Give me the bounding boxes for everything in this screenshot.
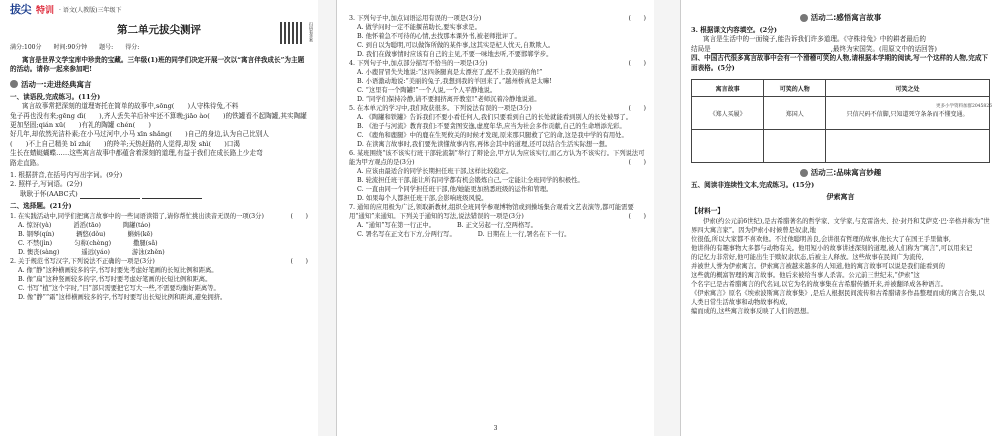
- table-cell-empty[interactable]: [826, 130, 990, 163]
- option: D. “同学们保持冷静,请不要拥挤离开教室!”老师沉着冷静地说道。: [357, 96, 541, 103]
- table-cell-empty[interactable]: [764, 130, 826, 163]
- option: A. 《陶罐和铁罐》告诉我们不要小看任何人,我们只要看到自己的长处就能看到别人的长处被辱了。: [357, 114, 633, 121]
- question-text: 寓言是生活中的一面镜子,能告诉我们许多道理。《守株待兔》中的耕者最后的: [703, 35, 926, 44]
- qr-caption: 扫码看答案: [309, 22, 314, 42]
- question: 3. 根据课文内容填空。(2分): [691, 26, 777, 34]
- intro-text: 寓言是世界文学宝库中珍贵的宝藏。三年级(1)班的同学们决定开展一次以“寓言伴我成长”为主题的活动。请你一起来参加吧!: [10, 56, 305, 74]
- option: D. 像“静”“霜”这样横画较多的字,书写时要写出长短比例和距离,避免拥挤。: [18, 293, 227, 301]
- activity-heading: 活动三:品味寓言妙趣: [691, 167, 990, 178]
- option: B. 小语激动地说:“美丽的兔子,我想到我的羊回来了。”越州桥真是太嘛!: [357, 78, 552, 85]
- option: B. 轮流担任班干部,能让所有同学都有机会锻炼自己,一定能让全班同学的积极性。: [357, 177, 584, 184]
- meta-number: 题号:: [99, 44, 114, 51]
- article-line: 的记忆力非常好,他可能出生于赎奴隶状态,后被主人释放。这些故事在民间广为流传,: [691, 254, 924, 262]
- option: A. 像“静”这种横画较多的字,书写时要先考虑好笔画的长短比例和距离。: [18, 266, 218, 274]
- table-header: 寓言故事: [692, 80, 764, 97]
- meta-grade: 得分:: [125, 44, 140, 51]
- option: C. 到自以为聪明,可以做饰所做的某件事,这其实是杞人忧天,自欺欺人。: [357, 42, 555, 49]
- brand-logo: 拔尖: [10, 3, 31, 16]
- section-heading: 二、选择题。(21分): [10, 202, 72, 211]
- section-heading: 四、中国古代很多寓言故事中会有一个滑稽可笑的人物,请根据本学期的阅读,写一个这样的人物,完成下面表格。(5分): [691, 54, 989, 72]
- page-gutter-left: [318, 0, 336, 436]
- reading-line: 寓言故事常把深刻的道理寄托在简单的故事中,sōng( )人守株待兔,不料: [22, 102, 239, 111]
- table-header: 可笑的人物: [764, 80, 826, 97]
- exam-page-middle: [336, 0, 654, 436]
- article-line: 个名字已是古希腊寓言的代名词,以它为名的故事集在古希腊传播开来,并被翻译成各种语言。: [691, 281, 947, 289]
- option: B. 《池子与河流》教育我们:不要贪图安逸,虚度年华,应当为社会多作贡献,自己的生命增添光彩。: [357, 123, 626, 130]
- table-cell: 只信尺码不信脚,只知道死守条条而不懂变通。: [826, 97, 990, 130]
- article-line: 编而成的,这些寓言故事反映了人们的思想。: [691, 308, 813, 316]
- question-text: 结局是 ,最终为宋国笑。(用原文中的话回答): [691, 44, 937, 53]
- question: 4. 下列句子中,加点部分描写不恰当的一项是(3分) ( ): [349, 60, 646, 67]
- article-line: 这些就的概富智理的寓言故事。他后来被给当事人杀害。公元前三世纪末,“伊索”这: [691, 272, 920, 280]
- question: 1. 根据拼音,在括号内写出字词。(9分): [10, 171, 123, 180]
- option: C. “这里有一个陶罐!”一个人说,一个人平静地说。: [357, 87, 497, 94]
- page-gutter-right: [654, 0, 680, 436]
- answer-line[interactable]: [142, 191, 202, 199]
- reading-line: 生长在蜻蜓蝴蝶……这些寓言故事中都蕴含着深刻的道理,有益于我们在成长路上少走弯: [10, 149, 263, 158]
- article-line: 他讲得的有趣事物大多都与动物有关。他用短小的故事讲述深刻的道理,被人们称为“寓言”,可以用来记: [691, 245, 973, 253]
- exam-page-right: [680, 0, 1000, 436]
- question: 1. 在实践活动中,同学们把寓言故事中的一些词语读错了,请你帮忙挑出读音无误的一项(3分) ( ): [10, 212, 308, 220]
- meta-score: 满分:100分: [10, 44, 42, 51]
- activity-heading: 活动一:走进经典寓言: [10, 79, 308, 90]
- table-cell: 郑国人: [764, 97, 826, 130]
- sun-icon: [800, 14, 808, 22]
- option: C. 书写“植”这个字时,“目”部只需要把它写大一些,不需要均衡好距离等。: [18, 284, 220, 292]
- sun-icon: [800, 169, 808, 177]
- option: A. 应该由最适合的同学长期担任班干部,这样比较稳定。: [357, 168, 513, 175]
- exam-page-left: [0, 0, 318, 436]
- question: 2. 照样子,写词语。(2分): [10, 180, 83, 189]
- option: A. 做学问时一定不能揠苗助长,要实事求是。: [357, 24, 481, 31]
- option-row: A. “通知”写在第一行正中。 B. 正文另起一行,空两格写。: [357, 222, 537, 229]
- option-row: D. 懊丧(sàng) 遥远(yáo) 游泳(zhěn): [18, 248, 165, 256]
- story-table: [691, 79, 990, 163]
- option: D. 在读寓言故事时,我们要先读懂故事内容,再体会其中的道理,还可以结合生活实际想一想。: [357, 141, 612, 148]
- section-heading: 五、阅读非连续性文本,完成练习。(15分): [691, 181, 815, 190]
- activity-heading: 活动二:感悟寓言故事: [691, 12, 990, 23]
- question: 6. 某班围绕“该不该实行班干部轮流制”举行了辩论会,甲方认为应该实行,而乙方认为不该实行。下列说法可能为甲方观点的是(3分) ( ): [349, 150, 646, 166]
- option-row: A. 惊讶(yà) 滔滔(tāo) 陶罐(táo): [18, 221, 151, 229]
- material-label: 【材料一】: [691, 207, 724, 216]
- table-row: [692, 97, 990, 130]
- answer-line[interactable]: [80, 191, 140, 199]
- table-header-row: [692, 80, 990, 97]
- question: 5. 在本单元的学习中,我们收获很多。下列说法有误的一项是(3分) ( ): [349, 105, 646, 112]
- table-cell: 《郑人买履》: [692, 97, 764, 130]
- option-row: C. 署名写在正文右下方,分两行写。 D. 日期在上一行,署名在下一行。: [357, 231, 571, 238]
- question: 3. 下列句子中,加点词语运用有误的一项是(3分) ( ): [349, 15, 646, 22]
- section-heading: 一、读语段,完成练习。(11分): [10, 92, 101, 101]
- option: D. 如果每个人都担任班干部,会影响班级风貌。: [357, 195, 488, 202]
- option: C. 《鹿角和鹿腿》中的鹿在生死攸关的时候才发现,原来那只腿救了它的命,这是我中学的有用处。: [357, 132, 628, 139]
- reading-line: 路走直路。: [10, 158, 43, 167]
- meta-time: 时间:90分钟: [53, 44, 88, 51]
- option-row: B. 钢琴(qín) 辆悠(dǒu) 蝌蚪(kē): [18, 230, 153, 238]
- group-note: 更多小学资料加群2045826: [935, 104, 992, 109]
- article-line: 《伊索寓言》原名《埃索波斯寓言故事集》,是后人根据民间流传和古希腊诸多作品整理而成的寓言合集,以人类日常生活故事和动物故事构成,: [691, 290, 985, 307]
- reading-line: 好几年,却依然光洁朴素;在小马过河中,小马 xīn shǎng( )自己的身边,认为自己比别人: [10, 130, 269, 139]
- reading-line: 兔子再也没有来;gēng dì( ),齐人丢失羊后补牢还不算晚;jiāo ào( )的铁罐看不起陶罐,其实陶罐更加坚固;qián xū( )有礼的陶罐 chén( ): [10, 111, 307, 130]
- brand-logo-sub: 特训: [36, 5, 55, 16]
- article-line: 并被世人誉为伊索寓言。伊索寓言被越来越多的人知道,他的寓言故事可以说是我们能看到的: [691, 263, 945, 271]
- option: D. 我们在做事情时应该有自己的主见,不要一味地去听,不要邯郸学步。: [357, 51, 553, 58]
- option: B. 像“扁”这种竖画较多的字,书写时要考虑好笔画的长短比例和距离。: [18, 275, 212, 283]
- page-number: 3: [493, 425, 498, 432]
- question: 2. 关于规范书写汉字,下列说法不正确的一项是(3分) ( ): [10, 257, 308, 265]
- option-row: C. 不禁(jìn) 匀称(chèng) 撒腿(sǎ): [18, 239, 158, 247]
- series-label: · 语文(人教版)三年级下: [59, 6, 122, 14]
- sun-icon: [10, 80, 18, 88]
- table-cell-empty[interactable]: [692, 130, 764, 163]
- exam-meta: [10, 42, 308, 51]
- question-example: 耿耿于怀(AABC式): [20, 190, 308, 199]
- article-line: 伊索(约公元前6世纪),是古希腊著名的哲学家、文学家,与克雷洛夫、拉·封丹和艾萨克·巴·辛格并称为“世界四大寓言家”。因为伊索小时候曾是奴隶,地: [691, 218, 990, 235]
- article-line: 位很低,所以大家都不喜欢他。不过他聪明善良,会讲很有哲理的故事,他长大了在国王手里做事,: [691, 236, 951, 244]
- option: B. 他怀着急不可待的心情,去找那本课外书,被老师批评了。: [357, 33, 521, 40]
- brand-bar: [10, 2, 308, 16]
- option: C. 一直由同一个同学担任班干部,他/她能更加熟悉班级的运作和管理。: [357, 186, 553, 193]
- article-title: 伊索寓言: [826, 192, 855, 202]
- table-header: 可笑之处: [826, 80, 990, 97]
- option: A. 小鹿冒冒失失地说:“这四条腿真是太漂亮了,配不上我美丽的角!”: [357, 69, 543, 76]
- reading-line: ( )不上自己精美 bǐ zhí( )的羚羊;天热赶路的人觉得,却发 shì( )口渴: [10, 139, 240, 148]
- question: 7. 通知的应用极为广泛,领取新教材,组织全班同学参观博物馆或到操场集合观看文艺表演等,都可能需要用“通知”来通知。下列关于通知的写法,说法错误的一项是(3分) ( ): [349, 204, 646, 220]
- table-row: [692, 130, 990, 163]
- qr-code-icon: [280, 22, 302, 44]
- page-title: 第二单元拔尖测评: [117, 24, 201, 36]
